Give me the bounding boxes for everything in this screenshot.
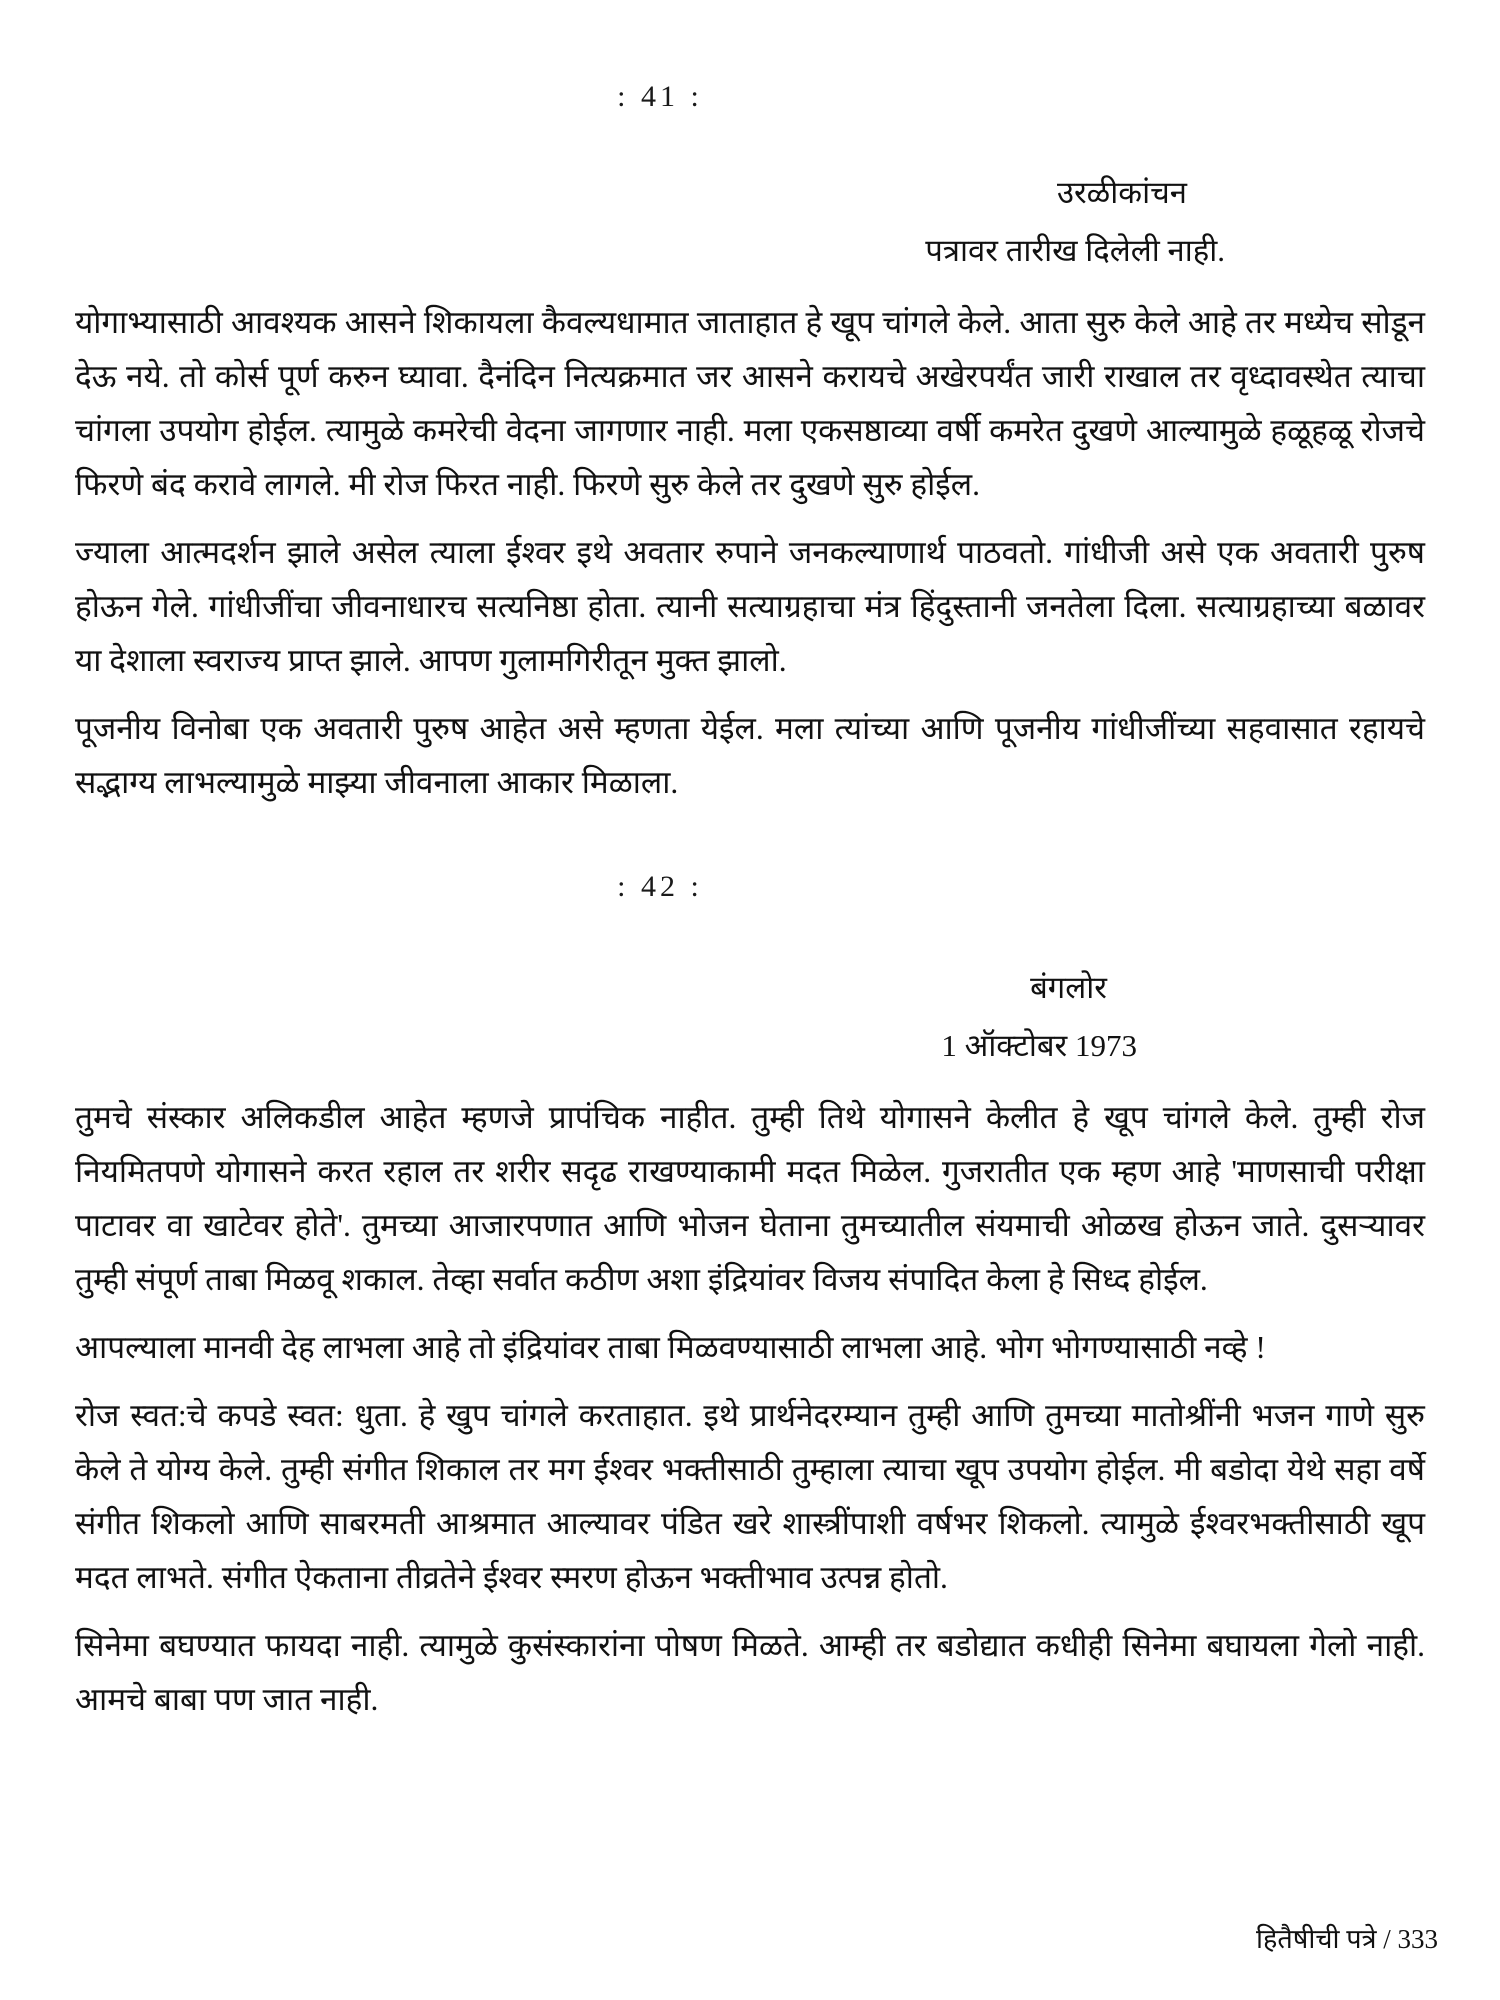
letter-41-date-note: पत्रावर तारीख दिलेली नाही. (925, 233, 1225, 268)
letter-41-number: : 41 : (617, 80, 703, 113)
letter-41 (75, 80, 1425, 810)
letter-41-body (75, 296, 1425, 810)
letter-42-paragraph: आपल्याला मानवी देह लाभला आहे तो इंद्रियांवर ताबा मिळवण्यासाठी लाभला आहे. भोग भोगण्यासाठी नव्हे ! (75, 1330, 1266, 1365)
letter-42-body (75, 1091, 1425, 1727)
letter-42 (75, 870, 1425, 1727)
letter-41-paragraph: योगाभ्यासाठी आवश्यक आसने शिकायला कैवल्यधामात जाताहात हे खूप चांगले केले. आता सुरु केले आहे तर मध्येच सोडून देऊ नये. तो कोर्स पूर्ण करुन घ्यावा. दैनंदिन नित्यक्रमात जर आसने करायचे अखेरपर्यंत जारी राखाल तर वृध्दावस्थेत त्याचा चांगला उपयोग होईल. त्यामुळे कमरेची वेदना जागणार नाही. मला एकसष्ठाव्या वर्षी कमरेत दुखणे आल्यामुळे हळूहळू रोजचे फिरणे बंद करावे लागले. मी रोज फिरत नाही. फिरणे सुरु केले तर दुखणे सुरु होईल. (75, 305, 1425, 502)
letter-41-paragraph: ज्याला आत्मदर्शन झाले असेल त्याला ईश्वर इथे अवतार रुपाने जनकल्याणार्थ पाठवतो. गांधीजी असे एक अवतारी पुरुष होऊन गेले. गांधीजींचा जीवनाधारच सत्यनिष्ठा होता. त्यानी सत्याग्रहाचा मंत्र हिंदुस्तानी जनतेला दिला. सत्याग्रहाच्या बळावर या देशाला स्वराज्य प्राप्त झाले. आपण गुलामगिरीतून मुक्त झालो. (75, 535, 1425, 678)
letter-42-paragraph: रोज स्वत:चे कपडे स्वत: धुता. हे खुप चांगले करताहात. इथे प्रार्थनेदरम्यान तुम्ही आणि तुमच्या मातोश्रींनी भजन गाणे सुरु केले ते योग्य केले. तुम्ही संगीत शिकाल तर मग ईश्वर भक्तीसाठी तुम्हाला त्याचा खूप उपयोग होईल. मी बडोदा येथे सहा वर्षे संगीत शिकलो आणि साबरमती आश्रमात आल्यावर पंडित खरे शास्त्रींपाशी वर्षभर शिकलो. त्यामुळे ईश्वरभक्तीसाठी खूप मदत लाभते. संगीत ऐकताना तीव्रतेने ईश्वर स्मरण होऊन भक्तीभाव उत्पन्न होतो. (75, 1398, 1425, 1595)
letter-42-date: 1 ऑक्टोबर 1973 (941, 1028, 1137, 1063)
letter-42-paragraph: तुमचे संस्कार अलिकडील आहेत म्हणजे प्रापंचिक नाहीत. तुम्ही तिथे योगासने केलीत हे खूप चांगले केले. तुम्ही रोज नियमितपणे योगासने करत रहाल तर शरीर सदृढ राखण्याकामी मदत मिळेल. गुजरातीत एक म्हण आहे 'माणसाची परीक्षा पाटावर वा खाटेवर होते'. तुमच्या आजारपणात आणि भोजन घेताना तुमच्यातील संयमाची ओळख होऊन जाते. दुसऱ्यावर तुम्ही संपूर्ण ताबा मिळवू शकाल. तेव्हा सर्वात कठीण अशा इंद्रियांवर विजय संपादित केला हे सिध्द होईल. (75, 1100, 1425, 1297)
letter-41-place: उरळीकांचन (1057, 175, 1187, 210)
letter-42-number: : 42 : (617, 870, 703, 903)
page-footer-book-title-and-page-number: हितैषीची पत्रे / 333 (1256, 1924, 1438, 1954)
letter-41-paragraph: पूजनीय विनोबा एक अवतारी पुरुष आहेत असे म्हणता येईल. मला त्यांच्या आणि पूजनीय गांधीजींच्या सहवासात रहायचे सद्भाग्य लाभल्यामुळे माझ्या जीवनाला आकार मिळाला. (75, 711, 1425, 800)
letter-42-place: बंगलोर (1030, 970, 1107, 1005)
letter-42-paragraph: सिनेमा बघण्यात फायदा नाही. त्यामुळे कुसंस्कारांना पोषण मिळते. आम्ही तर बडोद्यात कधीही सिनेमा बघायला गेलो नाही. आमचे बाबा पण जात नाही. (75, 1628, 1425, 1717)
